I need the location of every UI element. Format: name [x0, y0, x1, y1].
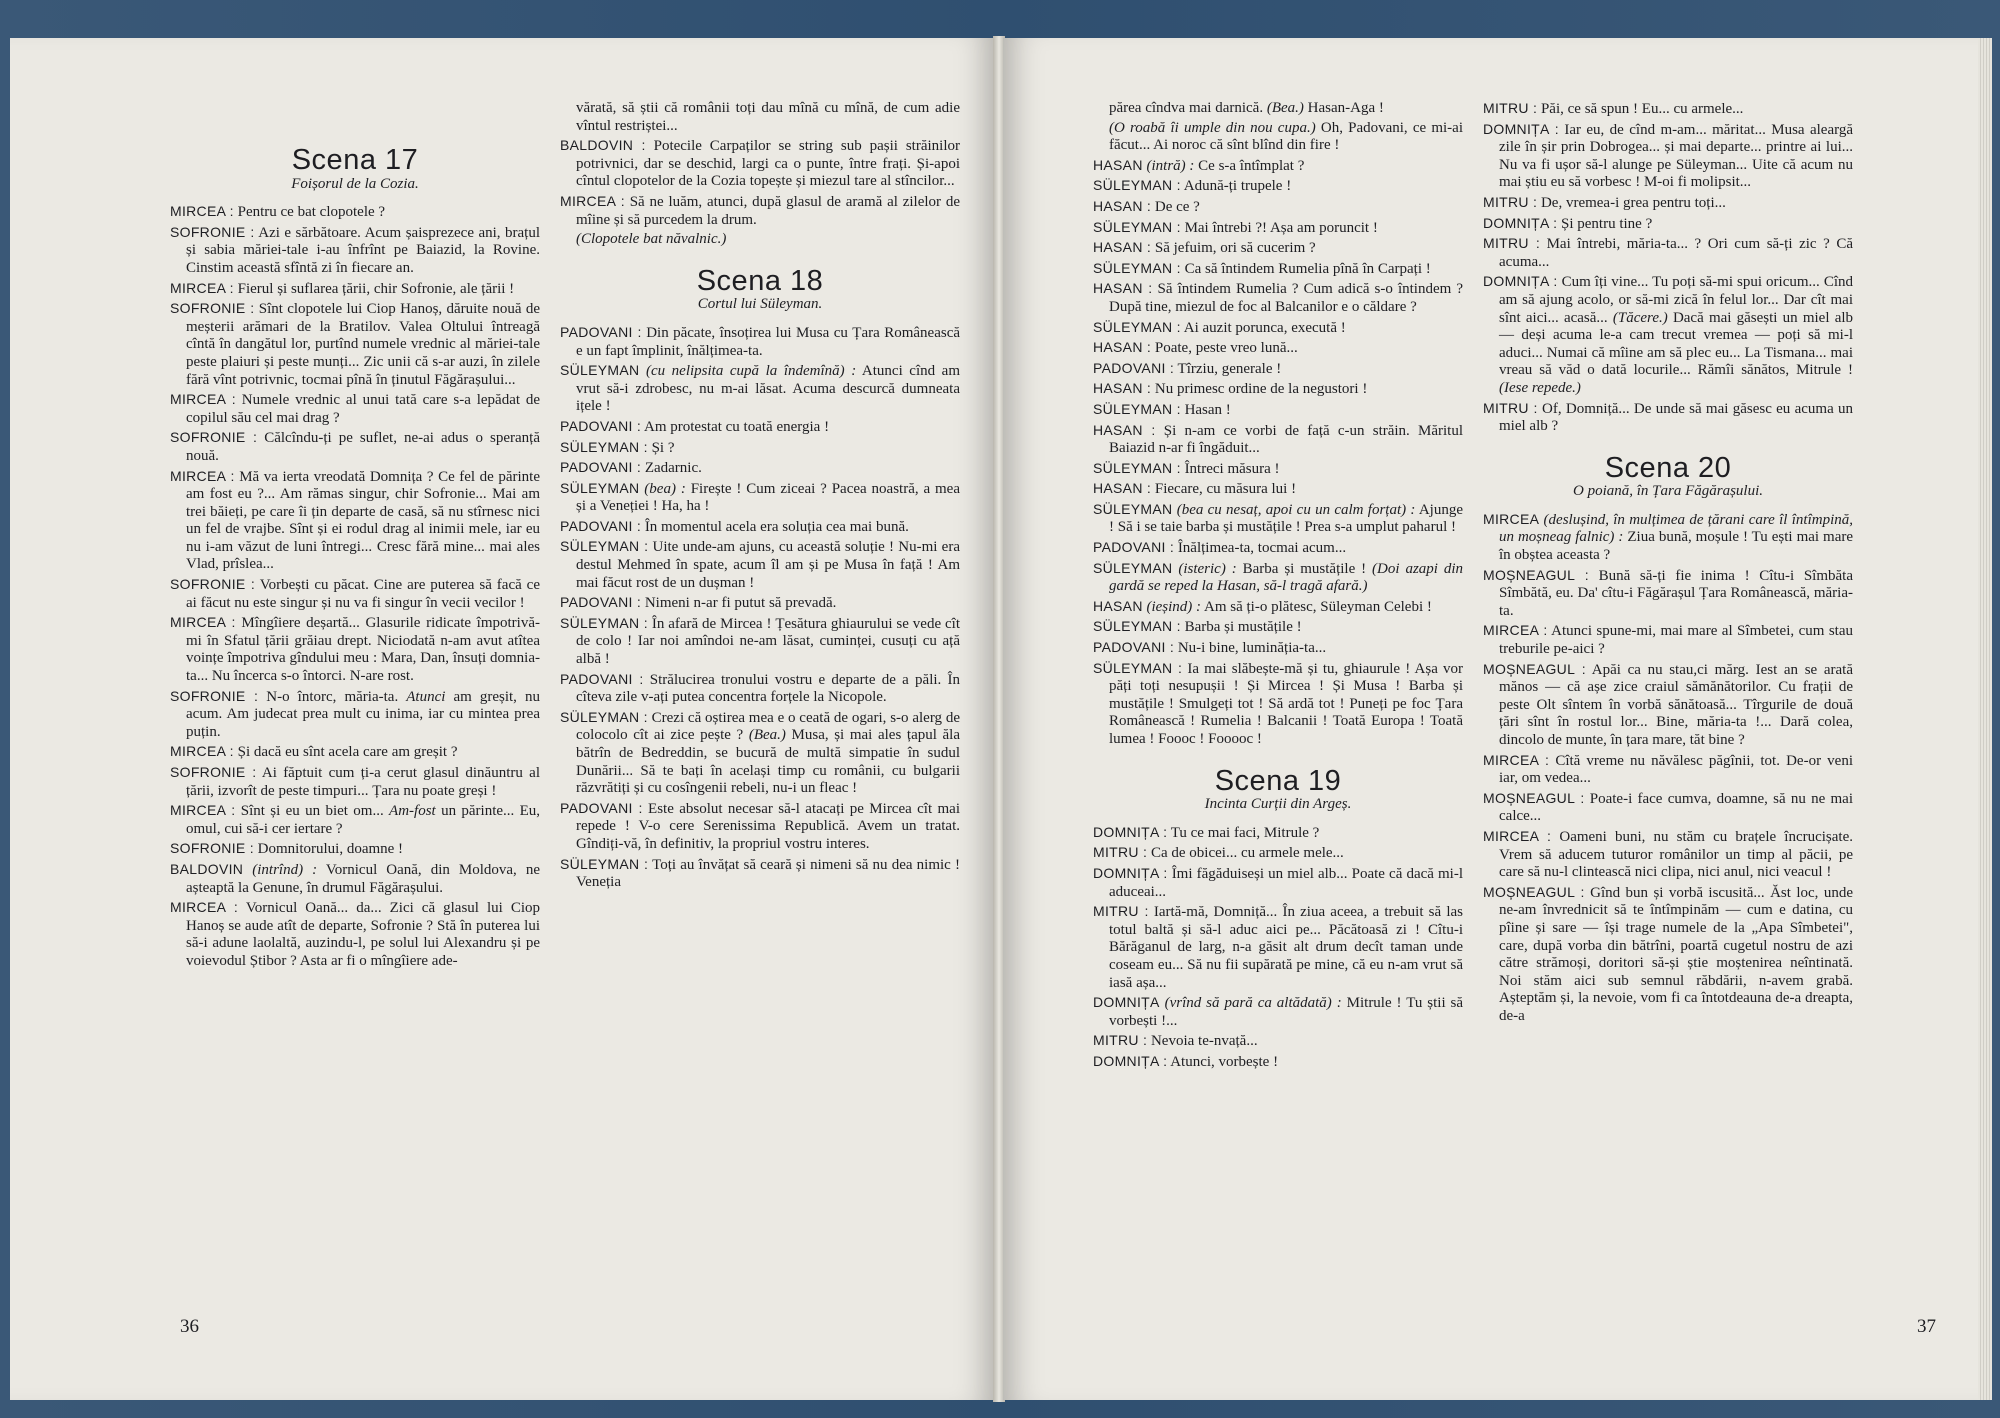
dialogue-text: Înălțimea-ta, tocmai acum...	[1177, 540, 1347, 557]
dialogue-text: Să ne luăm, atunci, după glasul de aramă al zilelor de mîine și să purcedem la drum.	[576, 193, 960, 228]
speaker-name: SÜLEYMAN	[1093, 500, 1173, 517]
left-page	[10, 38, 995, 1400]
dialogue-text: Tu ce mai faci, Mitrule ?	[1170, 824, 1320, 841]
stage-direction: (intră) :	[1146, 157, 1195, 174]
page-edges	[1978, 38, 1992, 1400]
dialogue-line	[170, 802, 540, 838]
dialogue-text: În afară de Mircea ! Țesătura ghiaurului se vede cît de colo ! Iar noi amîndoi ne-am lăsat, cuminței, cusuți cu ață albă !	[576, 615, 960, 668]
dialogue-line	[170, 468, 540, 575]
dialogue-text: Ca să întindem Rumelia pînă în Carpați !	[1184, 260, 1431, 277]
speaker-name: HASAN :	[1093, 421, 1156, 438]
scene-location: Foișorul de la Cozia.	[291, 175, 419, 192]
stage-direction: Atunci	[406, 688, 446, 705]
stage-direction: (ieșind) :	[1146, 598, 1202, 615]
dialogue-text: Barba și mustățile !	[1184, 619, 1302, 636]
dialogue-text: Vorbești cu păcat. Cine are puterea să facă ce ai făcut nu este singur și nu va fi singur în vecii vecilor !	[186, 577, 541, 611]
stage-direction: Am-fost	[389, 803, 436, 820]
dialogue-text: Numele vrednic al unui tată care s-a lepădat de copilul său cel mai drag ?	[186, 392, 541, 426]
speaker-name: HASAN	[1093, 156, 1143, 173]
dialogue-line	[560, 418, 960, 437]
dialogue-text: Și pentru tine ?	[1561, 215, 1653, 232]
dialogue-line	[170, 576, 540, 612]
speaker-name: SOFRONIE :	[170, 576, 256, 593]
scene-location: Cortul lui Süleyman.	[697, 296, 823, 313]
speaker-name: HASAN :	[1093, 339, 1152, 356]
speaker-name: MITRU :	[1483, 399, 1538, 416]
speaker-name: MIRCEA :	[170, 279, 234, 296]
dialogue-line	[1093, 994, 1463, 1030]
dialogue-line	[1093, 501, 1463, 537]
speaker-name: MIRCEA :	[1483, 751, 1550, 768]
stage-direction: (Doi azapi din gardă se reped la Hasan, să-l tragă afară.)	[1109, 560, 1464, 595]
dialogue-text: Nimeni n-ar fi putut să prevadă.	[644, 595, 837, 612]
speaker-name: SÜLEYMAN :	[560, 855, 649, 872]
dialogue-line	[560, 137, 960, 191]
stage-direction: (cu nelipsita cupă la îndemînă) :	[645, 363, 857, 380]
speaker-name: PADOVANI :	[560, 459, 642, 476]
speaker-name: MOȘNEAGUL :	[1483, 566, 1589, 583]
dialogue-text: Toți au învățat să ceară și nimeni să nu dea nimic ! Veneția	[576, 856, 960, 891]
speaker-name: DOMNIȚA :	[1093, 864, 1168, 881]
speaker-name: PADOVANI :	[560, 799, 643, 816]
dialogue-continuation	[1093, 100, 1463, 118]
speaker-name: HASAN :	[1093, 280, 1153, 297]
dialogue-text: Mă va ierta vreodată Domnița ? Ce fel de părinte am fost eu ?... Am rămas singur, chir Sofronie... Mai am trei băieți, pe care îi țin departe de casă, să nu stîrnesc nici un fel de vrajbe. Sînt și ei rodul drag al inimii mele, iar eu nu i-am văzut de luni întregi... Cresc fără mine... mai ales Vlad, prîslea...	[186, 468, 540, 573]
dialogue-line	[560, 324, 960, 360]
dialogue-line	[1093, 198, 1463, 217]
speaker-name: MITRU :	[1093, 903, 1149, 920]
dialogue-text: un părinte... Eu, omul, cui să-i cer iertare ?	[186, 803, 541, 837]
scene-heading: Scena 17	[291, 144, 419, 176]
speaker-name: MOȘNEAGUL :	[1483, 883, 1585, 900]
stage-direction: (deslușind, în mulțimea de țărani care îl întîmpină, un moșneag falnic) :	[1499, 511, 1854, 546]
dialogue-text: Nevoia te-nvață...	[1150, 1033, 1258, 1050]
dialogue-text: Crezi că oștirea mea e o ceată de ogari, s-o alerg de colocolo cît ai zice pește ?	[576, 709, 960, 744]
dialogue-text: Ia mai slăbește-mă și tu, ghiaurule ! Așa vor păți toți nesupușii ! Și Mircea ! Și Musa ! Barba și mustățile ! Smulgeți tot ! Să ardă tot ! Puneți pe foc Țara Românească ! Rumelia ! Balcanii ! Toată Europa ! Toată lumea ! Foooc ! Fooooc !	[1109, 660, 1464, 747]
dialogue-text: Poate, peste vreo lună...	[1154, 340, 1298, 357]
speaker-name: DOMNIȚA :	[1483, 120, 1559, 137]
page-number-left: 36	[180, 1316, 199, 1337]
dialogue-line	[170, 743, 540, 762]
dialogue-text: N-o întorc, măria-ta.	[266, 688, 399, 705]
dialogue-line	[1093, 460, 1463, 479]
speaker-name: MIRCEA :	[170, 899, 239, 916]
dialogue-text: Gînd bun și vorbă iscusită... Ăst loc, unde ne-am învrednicit să te întîmpinăm — cum e datina, cu pîine și sare — își trage numele de la „Apa Sîmbetei", care, după vorba din bătrîni, poartă cugetul nostru de azi către strămoși, doritori să-și știe moștenirea neîntinată. Noi stăm aici sub semnul răbdării, n-avem grabă. Așteptăm și, la nevoie, vom fi ca întotdeauna de-a dreapta, de-a	[1499, 884, 1853, 1024]
dialogue-line	[170, 840, 540, 859]
dialogue-text: Atunci cînd am vrut să-i zdrobesc, nu m-ai lăsat. Acuma descurcă dumneata ițele !	[576, 363, 960, 415]
dialogue-line	[1093, 260, 1463, 279]
stage-direction: (Tăcere.)	[1612, 309, 1668, 326]
dialogue-text: Uite unde-am ajuns, cu această soluție ! Nu-mi era destul Mehmed în spate, acum îl am și pe Musa în față ! Am mai făcut rost de un dușman !	[576, 539, 960, 591]
dialogue-text: Poate-i face cumva, doamne, să nu ne mai calce...	[1499, 790, 1853, 825]
speaker-name: HASAN :	[1093, 480, 1152, 497]
dialogue-text: Întreci măsura !	[1184, 460, 1280, 477]
dialogue-line	[1483, 235, 1853, 271]
right-column-2	[1483, 100, 1853, 1028]
speaker-name: MOȘNEAGUL :	[1483, 660, 1586, 677]
speaker-name: HASAN :	[1093, 197, 1152, 214]
dialogue-text: părea cîndva mai darnică.	[1109, 100, 1264, 116]
dialogue-line	[560, 362, 960, 416]
dialogue-text: Domnitorului, doamne !	[257, 841, 404, 858]
stage-direction: (Bea.)	[748, 727, 786, 744]
dialogue-text: Mîngîiere deșartă... Glasurile ridicate împotrivă-mi în Sfatul țării grăiau drept. Niciodată n-am avut atîtea voințe împotriva gîndului meu : Mara, Dan, însuți domnia-ta... Nu încerca s-o întorci. N-are rost.	[186, 615, 540, 685]
stage-direction: (vrînd să pară ca altădată) :	[1164, 995, 1342, 1012]
speaker-name: PADOVANI :	[560, 517, 642, 534]
speaker-name: MIRCEA :	[170, 391, 236, 408]
speaker-name: SÜLEYMAN :	[1093, 400, 1181, 417]
dialogue-text: Iartă-mă, Domniță... În ziua aceea, a trebuit să las totul baltă și să-l aduc aici pe... Păcătoasă zi ! Cîtu-i Bărăganul de larg, n-a găsit alt drum decît taman unde coseam eu... Să nu fii supărată pe mine, că eu n-am vrut să iasă așa...	[1109, 904, 1464, 991]
scene-heading: Scena 20	[1604, 451, 1732, 484]
dialogue-line	[170, 280, 540, 299]
dialogue-text: Este absolut necesar să-l atacați pe Mircea cît mai repede ! V-o cere Serenissima Republică. Avem un tratat. Gîndiți-vă, în definitiv, la propriul vostru interes.	[576, 800, 960, 852]
dialogue-line	[1483, 622, 1853, 658]
dialogue-text: Apăi ca nu stau,ci mărg. Iest an se arată mănos — că așe zice craiul sămănătorilor. Cu frații de peste Olt sîntem în vorbă sănătoasă... Tîrgurile de două țări sînt în rostul lor... Bine, măria-ta !... Dară colea, dincolo de munte, în țara mare, tăt bine ?	[1499, 661, 1853, 748]
stage-direction: (isteric) :	[1178, 560, 1237, 577]
dialogue-text: Îmi făgăduiseși un miel alb... Poate că dacă mi-l aduceai...	[1109, 865, 1464, 900]
dialogue-text: Potecile Carpaților se string sub pașii străinilor potrivnici, dar se deschid, largi ca o punte, între frați. Și-apoi cîntul clopotelor de la Cozia topește și miezul tare al stîncilor...	[576, 138, 960, 190]
dialogue-text: Păi, ce să spun ! Eu... cu armele...	[1540, 101, 1744, 117]
dialogue-text: Musa, și mai ales țapul ăla bătrîn de Bedreddin, se bucură de multă simpatie în sudul Dunării... Să te bați în același timp cu românii, cu bulgarii răzvrătiți și cu cosîngenii rebeli, nu-i un fleac !	[576, 727, 960, 797]
speaker-name: MIRCEA :	[170, 614, 236, 631]
speaker-name: HASAN	[1093, 597, 1143, 614]
stage-direction: (Clopotele bat năvalnic.)	[576, 231, 727, 248]
dialogue-text: Și ?	[651, 439, 675, 456]
dialogue-line	[1483, 121, 1853, 192]
speaker-name: MITRU :	[1483, 193, 1538, 210]
speaker-name: MITRU :	[1483, 235, 1541, 252]
dialogue-line	[1093, 360, 1463, 379]
dialogue-text: Atunci spune-mi, mai mare al Sîmbetei, cum stau treburile pe-aici ?	[1499, 623, 1853, 658]
dialogue-line	[1093, 618, 1463, 637]
dialogue-text: Atunci, vorbește !	[1170, 1053, 1279, 1070]
dialogue-text: Să jefuim, ori să cucerim ?	[1154, 240, 1316, 257]
speaker-name: SÜLEYMAN :	[1093, 659, 1183, 676]
dialogue-text: Vornicul Oană... da... Zici că glasul lui Ciop Hanoș se aude atît de departe, Sofronie ? Stă în puterea lui să-i adune laolaltă, auzindu-l, pe solul lui Alexandru și pe voievodul Știbor ? Asta ar fi o mîngîiere ade-	[186, 900, 540, 969]
speaker-name: SÜLEYMAN	[1093, 559, 1173, 576]
dialogue-text: Ca de obicei... cu armele mele...	[1150, 845, 1344, 862]
speaker-name: DOMNIȚA :	[1483, 273, 1558, 290]
dialogue-line	[1093, 865, 1463, 901]
dialogue-text: Am protestat cu toată energia !	[644, 418, 830, 435]
speaker-name: SÜLEYMAN :	[1093, 618, 1181, 635]
speaker-name: SOFRONIE :	[170, 687, 259, 704]
dialogue-line	[560, 856, 960, 892]
dialogue-text: Mai întrebi, măria-ta... ? Ori cum să-ți zic ? Că acuma...	[1499, 236, 1853, 270]
dialogue-line	[1483, 400, 1853, 436]
speaker-name: PADOVANI :	[560, 323, 642, 340]
speaker-name: MOȘNEAGUL :	[1483, 789, 1585, 806]
dialogue-line	[1483, 567, 1853, 621]
dialogue-text: Firește ! Cum ziceai ? Pacea noastră, a mea și a Veneției ! Ha, ha !	[576, 480, 960, 515]
dialogue-line	[1093, 824, 1463, 843]
page-number-right: 37	[1917, 1316, 1936, 1337]
dialogue-line	[560, 538, 960, 592]
dialogue-line	[1093, 157, 1463, 176]
speaker-name: SÜLEYMAN :	[560, 614, 648, 631]
dialogue-text: Sînt și eu un biet om...	[240, 803, 384, 820]
speaker-name: DOMNIȚA :	[1093, 823, 1168, 840]
dialogue-text: Ziua bună, moșule ! Tu ești mai mare în obștea aceasta ?	[1499, 529, 1854, 564]
dialogue-text: Dacă mai găsești un miel alb — deși acuma le-a cam trecut vremea — poți să mi-l aduci... Numai că mîine am să plec eu... La Tismana... mai vreau să văd o dată locurile... Rămîi sănătos, Mitrule !	[1499, 309, 1854, 379]
speaker-name: SÜLEYMAN	[560, 479, 640, 496]
stage-direction: (Bea.)	[1266, 100, 1304, 116]
dialogue-line	[560, 459, 960, 478]
dialogue-line	[1483, 194, 1853, 213]
speaker-name: DOMNIȚA :	[1093, 1052, 1168, 1069]
dialogue-text: Vornicul Oană, din Moldova, ne așteaptă la Genune, în drumul Făgărașului.	[186, 861, 540, 896]
dialogue-text: Am să ți-o plătesc, Süleyman Celebi !	[1204, 598, 1432, 615]
speaker-name: SOFRONIE :	[170, 840, 254, 857]
dialogue-text: Fiecare, cu măsura lui !	[1154, 481, 1297, 498]
dialogue-line	[560, 800, 960, 854]
dialogue-line	[170, 614, 540, 685]
speaker-name: BALDOVIN	[170, 860, 244, 877]
dialogue-text: Din păcate, însoțirea lui Musa cu Țara Românească e un fapt împlinit, înălțimea-ta.	[576, 324, 961, 359]
dialogue-line	[1093, 480, 1463, 499]
speaker-name: DOMNIȚA	[1093, 994, 1160, 1011]
dialogue-line	[1093, 239, 1463, 258]
dialogue-line	[1093, 903, 1463, 992]
dialogue-line	[170, 764, 540, 800]
dialogue-text: Iar eu, de cînd m-am... măritat... Musa aleargă zile în șir prin Dobrogea... și mai departe... printre ai lui... Nu va fi ușor să-l alunge pe Süleyman... Uite că acum nu mai știu eu să vorbesc ! M-oi fi molipsit...	[1499, 121, 1853, 191]
dialogue-line	[1093, 319, 1463, 338]
speaker-name: SOFRONIE :	[170, 764, 257, 780]
dialogue-text: Ajunge ! Să i se taie barba și mustățile ! Prea s-a umplut paharul !	[1109, 501, 1464, 536]
speaker-name: PADOVANI :	[1093, 359, 1175, 376]
stage-direction: (intrînd) :	[252, 861, 318, 878]
speaker-name: PADOVANI :	[560, 670, 644, 687]
dialogue-line	[1483, 752, 1853, 788]
dialogue-text: Adună-ți trupele !	[1183, 178, 1292, 195]
speaker-name: MIRCEA :	[170, 467, 235, 484]
dialogue-text: Hasan !	[1184, 401, 1231, 418]
speaker-name: SÜLEYMAN :	[560, 438, 648, 455]
right-column-1	[1093, 100, 1463, 1074]
speaker-name: MITRU :	[1483, 100, 1538, 116]
speaker-name: MIRCEA :	[1483, 827, 1552, 844]
scene-location: Incinta Curții din Argeș.	[1204, 796, 1352, 813]
speaker-name: SOFRONIE :	[170, 223, 255, 240]
dialogue-continuation	[1093, 120, 1463, 155]
dialogue-text: Mitrule ! Tu știi să vorbești !...	[1109, 995, 1464, 1029]
speaker-name: PADOVANI :	[1093, 639, 1175, 656]
dialogue-line	[1093, 280, 1463, 316]
dialogue-line	[1093, 1032, 1463, 1051]
dialogue-text: am greșit, nu acum. Am judecat prea mult cu inima, iar cu mintea prea puțin.	[186, 688, 540, 740]
dialogue-line	[1483, 273, 1853, 397]
dialogue-line	[560, 518, 960, 537]
speaker-name: SÜLEYMAN :	[1093, 177, 1181, 194]
dialogue-line	[1483, 884, 1853, 1026]
dialogue-text: Bună să-ți fie inima ! Cîtu-i Sîmbăta Sîmbătă, eu. Da' cîtu-i Făgărașul Țara Românească, măria-ta.	[1499, 567, 1853, 619]
dialogue-line	[1093, 219, 1463, 238]
speaker-name: MIRCEA :	[170, 203, 234, 220]
dialogue-line	[1093, 598, 1463, 617]
dialogue-text: De, vremea-i grea pentru toți...	[1540, 194, 1726, 211]
speaker-name: MIRCEA	[1483, 510, 1540, 527]
dialogue-line	[1093, 560, 1463, 596]
speaker-name: PADOVANI :	[1093, 539, 1175, 556]
dialogue-text: Nu-i bine, luminăția-ta...	[1177, 640, 1327, 657]
scene-heading: Scena 19	[1214, 764, 1342, 797]
dialogue-text: Oameni buni, nu stăm cu brațele încrucișate. Vrem să aducem tuturor românilor un timp al păcii, pe care să nu-l clintească nici clipa, nici anul, nici veacul !	[1499, 828, 1853, 881]
dialogue-line	[560, 594, 960, 613]
dialogue-line	[1093, 844, 1463, 863]
speaker-name: SÜLEYMAN :	[1093, 218, 1181, 235]
dialogue-line	[1483, 828, 1853, 882]
dialogue-text: Azi e sărbătoare. Acum șaisprezece ani, brațul și sabia măriei-tale i-au înfrînt pe Baiazid, la Rovine. Cinstim această sfîntă zi în fiecare an.	[186, 224, 540, 276]
speaker-name: PADOVANI :	[560, 594, 642, 611]
dialogue-line	[170, 429, 540, 465]
dialogue-line	[1483, 511, 1853, 565]
dialogue-line	[170, 391, 540, 427]
dialogue-text: Zadarnic.	[644, 460, 702, 477]
speaker-name: SÜLEYMAN	[560, 362, 640, 379]
stage-direction: (O roabă îi umple din nou cupa.)	[1109, 119, 1316, 136]
left-column-2	[560, 100, 960, 894]
dialogue-line	[560, 193, 960, 229]
speaker-name: MIRCEA :	[1483, 622, 1548, 639]
dialogue-line	[560, 480, 960, 516]
dialogue-line	[560, 615, 960, 669]
dialogue-line	[1093, 639, 1463, 658]
speaker-name: MITRU :	[1093, 1032, 1148, 1049]
dialogue-text: Tîrziu, generale !	[1177, 360, 1282, 377]
stage-direction: (bea cu nesaț, apoi cu un calm forțat) :	[1176, 501, 1416, 518]
dialogue-text: Și dacă eu sînt acela care am greșit ?	[237, 744, 458, 761]
speaker-name: DOMNIȚA :	[1483, 214, 1558, 231]
dialogue-text: Fierul și suflarea țării, chir Sofronie, ale țării !	[237, 280, 515, 297]
stage-direction: (bea) :	[644, 480, 686, 497]
dialogue-text: Ai făptuit cum ți-a cerut glasul dinăuntru al țării, izvorît de peste timpuri... Țara nu poate greși !	[186, 765, 540, 799]
dialogue-line	[560, 439, 960, 458]
dialogue-line	[170, 224, 540, 278]
dialogue-text: vărată, să știi că românii toți dau mînă cu mînă, de cum adie vîntul restriștei...	[576, 100, 960, 134]
scene-heading: Scena 18	[696, 264, 824, 297]
right-page	[1003, 38, 1978, 1400]
dialogue-line	[1483, 790, 1853, 826]
speaker-name: HASAN :	[1093, 239, 1152, 256]
speaker-name: SOFRONIE :	[170, 300, 255, 317]
speaker-name: SÜLEYMAN :	[560, 708, 648, 725]
dialogue-text: Sînt clopotele lui Ciop Hanoș, dăruite nouă de meșterii arămari de la Bratilov. Valea Oltului întreagă cîntă în dangătul lor, purtînd numele vrednic al măriei-tale peste plaiuri și peste munți... Zic unii că s-ar auzi, în zilele fără vînt potrivnic, tocmai pînă în ținutul Făgărașului...	[186, 301, 541, 388]
dialogue-text: În momentul acela era soluția cea mai bună.	[644, 518, 909, 535]
speaker-name: SÜLEYMAN :	[1093, 259, 1181, 276]
dialogue-text: Ce s-a întîmplat ?	[1198, 157, 1305, 174]
left-column-1	[170, 100, 540, 973]
dialogue-text: Nu primesc ordine de la negustori !	[1154, 381, 1368, 398]
dialogue-line	[560, 709, 960, 798]
speaker-name: SOFRONIE :	[170, 429, 258, 446]
dialogue-line	[1483, 100, 1853, 119]
speaker-name: PADOVANI :	[560, 417, 642, 434]
speaker-name: SÜLEYMAN :	[1093, 318, 1181, 335]
dialogue-text: Ai auzit porunca, execută !	[1183, 319, 1346, 336]
speaker-name: MIRCEA :	[170, 802, 236, 819]
scene-location: O poiană, în Țara Făgărașului.	[1572, 483, 1764, 500]
dialogue-continuation	[560, 100, 960, 135]
dialogue-line	[560, 671, 960, 707]
dialogue-text: Cum îți vine... Tu poți să-mi spui oricum... Cînd am să ajung acolo, or să-mi zică în felul lor... Dar cît mai sînt aici... acasă...	[1499, 274, 1853, 326]
speaker-name: MITRU :	[1093, 844, 1148, 861]
speaker-name: SÜLEYMAN :	[560, 538, 649, 555]
dialogue-text: Hasan-Aga !	[1307, 100, 1384, 116]
dialogue-text: Și n-am ce vorbi de față c-un străin. Măritul Baiazid n-ar fi îngăduit...	[1109, 422, 1463, 457]
dialogue-line	[1483, 215, 1853, 234]
speaker-name: BALDOVIN :	[560, 137, 646, 154]
dialogue-text: De ce ?	[1154, 198, 1200, 215]
dialogue-line	[170, 861, 540, 897]
dialogue-line	[1093, 1053, 1463, 1072]
dialogue-text: Oh, Padovani, ce mi-ai făcut... Ai noroc că sînt blînd din fire !	[1109, 119, 1463, 154]
dialogue-line	[1093, 422, 1463, 458]
speaker-name: HASAN :	[1093, 380, 1152, 397]
dialogue-text: Of, Domniță... De unde să mai găsesc eu acuma un miel alb ?	[1499, 400, 1854, 435]
speaker-name: MIRCEA :	[170, 743, 234, 760]
dialogue-line	[1483, 661, 1853, 750]
dialogue-line	[170, 688, 540, 742]
dialogue-line	[1093, 339, 1463, 358]
dialogue-text: Barba și mustățile !	[1242, 560, 1367, 577]
dialogue-line	[1093, 401, 1463, 420]
dialogue-text: Strălucirea tronului vostru e departe de a păli. În cîteva zile v-ați putea concentra forțele la Nicopole.	[576, 671, 961, 706]
stage-direction: (Iese repede.)	[1499, 379, 1581, 396]
dialogue-text: Călcîndu-ți pe suflet, ne-ai adus o speranță nouă.	[186, 430, 540, 464]
dialogue-text: Pentru ce bat clopotele ?	[237, 204, 386, 221]
speaker-name: MIRCEA :	[560, 192, 625, 209]
dialogue-line	[170, 300, 540, 389]
speaker-name: SÜLEYMAN :	[1093, 459, 1181, 476]
dialogue-line	[170, 203, 540, 222]
dialogue-text: Mai întrebi ?! Așa am poruncit !	[1184, 219, 1378, 236]
dialogue-line	[1093, 380, 1463, 399]
dialogue-line	[1093, 539, 1463, 558]
dialogue-line	[170, 899, 540, 970]
dialogue-text: Să întindem Rumelia ? Cum adică s-o întindem ? După tine, miezul de foc al Balcanilor e o căldare ?	[1109, 281, 1463, 315]
dialogue-text: Cîtă vreme nu năvălesc păgînii, tot. De-or veni iar, om vedea...	[1499, 752, 1853, 787]
dialogue-line	[1093, 660, 1463, 749]
dialogue-line	[1093, 177, 1463, 196]
